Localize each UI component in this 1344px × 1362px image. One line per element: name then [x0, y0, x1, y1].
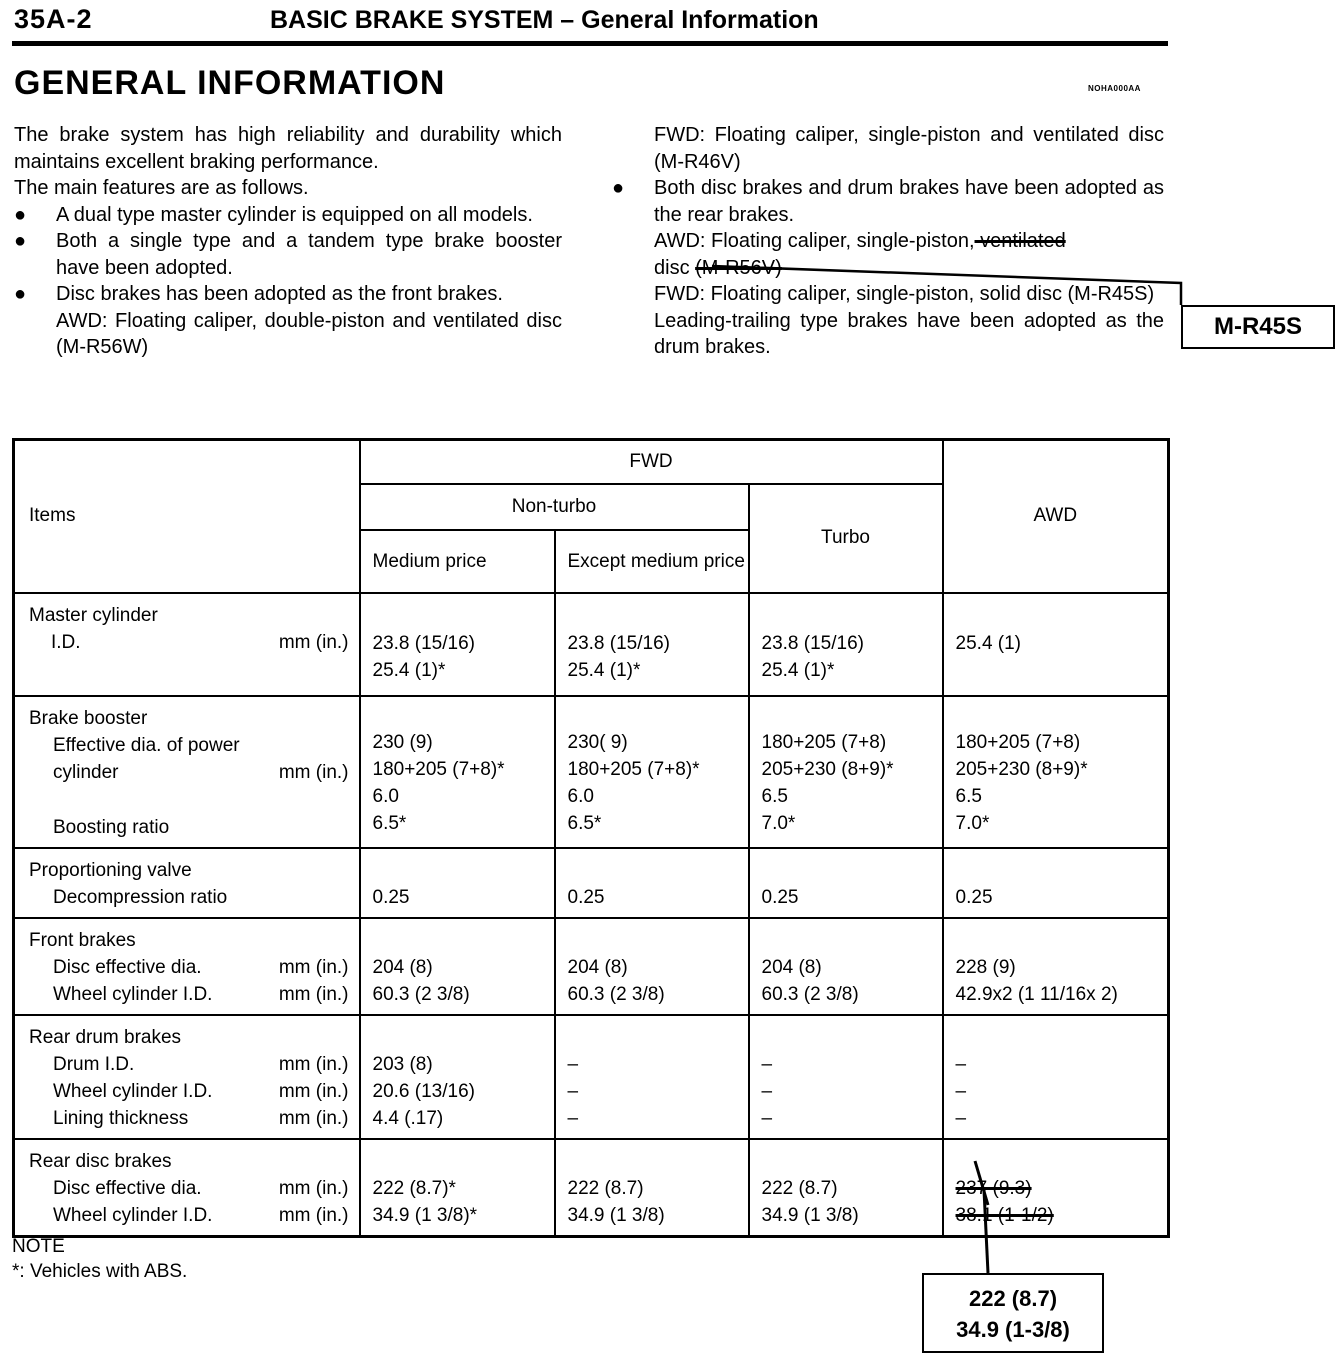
item-subrow [29, 1175, 349, 1202]
table-cell: 180+205 (7+8)* [567, 758, 700, 780]
header-title: BASIC BRAKE SYSTEM – General Information [270, 6, 819, 34]
table-row-rear-drum [14, 1015, 1169, 1139]
table-cell: 180+205 (7+8)* [372, 758, 505, 780]
table-cell: 7.0* [761, 812, 796, 834]
table-cell: 23.8 (15/16) [761, 632, 864, 654]
callout-value: 222 (8.7) [968, 1286, 1058, 1311]
unit-label: mm (in.) [278, 1053, 349, 1075]
item-sublabel: cylinder [53, 761, 119, 783]
item-sublabel: Decompression ratio [53, 886, 228, 908]
section-title: GENERAL INFORMATION [14, 64, 446, 102]
item-subrow [29, 759, 349, 786]
table-cell: 222 (8.7)* [372, 1177, 456, 1199]
item-sublabel: Lining thickness [53, 1107, 189, 1129]
intro-paragraph: The brake system has high reliability and durability which maintains excellent braking performance. [14, 124, 562, 173]
table-row-proportioning-valve [14, 848, 1169, 918]
item-label: Proportioning valve [29, 859, 192, 881]
unit-label: mm (in.) [278, 1107, 349, 1129]
table-cell: 228 (9) [955, 956, 1016, 978]
struck-text: ventilated [974, 230, 1066, 252]
item-subrow [29, 954, 349, 981]
item-sublabel: Effective dia. of power [53, 734, 240, 756]
item-subrow [29, 629, 349, 656]
table-cell: 0.25 [567, 886, 605, 908]
item-label: Master cylinder [29, 604, 158, 626]
feature-text: A dual type master cylinder is equipped on all models. [56, 203, 533, 226]
table-cell: – [955, 1107, 967, 1129]
table-cell: 6.0 [567, 785, 594, 807]
table-cell: 7.0* [955, 812, 990, 834]
unit-label: mm (in.) [278, 631, 349, 653]
unit-label: mm (in.) [278, 1080, 349, 1102]
leader-line-rear-type [712, 266, 1181, 305]
page-number: 35A-2 [14, 4, 93, 34]
bullet-icon: ● [612, 177, 625, 199]
unit-label: mm (in.) [278, 1204, 349, 1226]
table-cell: 230( 9) [567, 731, 628, 753]
table-cell: – [761, 1080, 773, 1102]
table-cell: 23.8 (15/16) [372, 632, 475, 654]
bullet-icon: ● [14, 283, 27, 305]
item-sublabel: Drum I.D. [53, 1053, 135, 1075]
item-sublabel: Wheel cylinder I.D. [53, 983, 213, 1005]
table-cell: 6.5* [372, 812, 407, 834]
header-medium-price: Medium price [360, 530, 555, 593]
table-row-front-brakes [14, 918, 1169, 1015]
header-fwd: FWD [360, 440, 943, 484]
item-sublabel: Wheel cylinder I.D. [53, 1080, 213, 1102]
table-cell: 204 (8) [761, 956, 822, 978]
table-row-rear-disc [14, 1139, 1169, 1237]
item-sublabel: Disc effective dia. [53, 1177, 202, 1199]
table-cell: 6.5 [761, 785, 788, 807]
table-cell: 0.25 [372, 886, 410, 908]
spec-table [12, 438, 1170, 1238]
item-label: Rear disc brakes [29, 1150, 172, 1172]
callout-rear-type: M-R45S [1181, 305, 1335, 349]
item-sublabel: Wheel cylinder I.D. [53, 1204, 213, 1226]
item-subrow [29, 981, 349, 1008]
table-cell: 0.25 [955, 886, 993, 908]
table-cell: 34.9 (1 3/8) [761, 1204, 859, 1226]
unit-label: mm (in.) [278, 956, 349, 978]
table-cell: 0.25 [761, 886, 799, 908]
table-row-brake-booster [14, 696, 1169, 848]
bullet-icon: ● [14, 230, 27, 252]
table-cell: 25.4 (1) [955, 632, 1022, 654]
table-cell: 222 (8.7) [761, 1177, 838, 1199]
header-turbo: Turbo [749, 484, 943, 593]
header-non-turbo: Non-turbo [360, 484, 749, 530]
table-cell: 6.0 [372, 785, 399, 807]
table-cell: 180+205 (7+8) [955, 731, 1081, 753]
table-cell: 60.3 (2 3/8) [372, 983, 470, 1005]
item-subrow [29, 1078, 349, 1105]
table-cell: 6.5 [955, 785, 982, 807]
item-subrow [29, 1202, 349, 1229]
table-cell: – [567, 1107, 579, 1129]
front-fwd-spec: FWD: Floating caliper, single-piston and ventilated disc (M-R46V) [654, 124, 1164, 173]
section-code: NOHA000AA [1088, 84, 1141, 93]
table-cell: 204 (8) [372, 956, 433, 978]
note-title: NOTE [12, 1236, 65, 1257]
table-cell: 25.4 (1)* [372, 659, 446, 681]
unit-label: mm (in.) [278, 761, 349, 783]
table-cell: 205+230 (8+9)* [955, 758, 1088, 780]
feature-text: Both a single type and a tandem type brake booster have been adopted. [56, 230, 562, 279]
feature-text: Disc brakes has been adopted as the front brakes. [56, 283, 503, 305]
table-cell: 25.4 (1)* [567, 659, 641, 681]
feature-text: Both disc brakes and drum brakes have been adopted as the rear brakes. [654, 177, 1164, 226]
table-cell: – [567, 1053, 579, 1075]
table-cell: 60.3 (2 3/8) [567, 983, 665, 1005]
table-cell: 6.5* [567, 812, 602, 834]
intro-features-lead: The main features are as follows. [14, 177, 309, 199]
table-cell: 60.3 (2 3/8) [761, 983, 859, 1005]
unit-label: mm (in.) [278, 1177, 349, 1199]
rear-awd-text: disc [654, 256, 696, 279]
table-cell: – [955, 1053, 967, 1075]
table-cell: 230 (9) [372, 731, 433, 753]
table-cell: 204 (8) [567, 956, 628, 978]
drum-brake-spec: Leading-trailing type brakes have been adopted as the drum brakes. [654, 309, 1164, 358]
rear-awd-text: AWD: Floating caliper, single-piston, [654, 230, 975, 252]
struck-text: (M-R56V) [695, 256, 782, 279]
struck-table-cell: 237 (9.3) [955, 1177, 1032, 1199]
item-sublabel: Boosting ratio [53, 816, 170, 838]
table-cell: – [761, 1107, 773, 1129]
item-label: Rear drum brakes [29, 1026, 182, 1048]
table-cell: 42.9x2 (1 11/16x 2) [955, 983, 1118, 1005]
struck-table-cell: 38.1 (1-1/2) [955, 1204, 1054, 1226]
table-cell: 222 (8.7) [567, 1177, 644, 1199]
table-cell: 23.8 (15/16) [567, 632, 670, 654]
item-sublabel: I.D. [51, 631, 81, 653]
header-except-medium: Except medium price [555, 530, 749, 593]
callout-value: 34.9 (1-3/8) [956, 1317, 1070, 1342]
item-label: Front brakes [29, 929, 136, 951]
table-cell: – [761, 1053, 773, 1075]
header-items: Items [14, 440, 360, 593]
table-cell: 203 (8) [372, 1053, 433, 1075]
item-label: Brake booster [29, 707, 148, 729]
item-sublabel: Disc effective dia. [53, 956, 202, 978]
item-subrow [29, 1051, 349, 1078]
table-cell: 205+230 (8+9)* [761, 758, 894, 780]
note-text: *: Vehicles with ABS. [12, 1261, 188, 1282]
table-cell: – [567, 1080, 579, 1102]
rear-fwd-spec: FWD: Floating caliper, single-piston, solid disc (M-R45S) [654, 283, 1155, 305]
table-cell: 4.4 (.17) [372, 1107, 444, 1129]
table-cell: 34.9 (1 3/8) [567, 1204, 665, 1226]
table-cell: 20.6 (13/16) [372, 1080, 475, 1102]
table-cell: 180+205 (7+8) [761, 731, 887, 753]
item-subrow [29, 1105, 349, 1132]
table-cell: 34.9 (1 3/8)* [372, 1204, 478, 1226]
table-cell: 25.4 (1)* [761, 659, 835, 681]
header-awd: AWD [943, 440, 1169, 593]
unit-label: mm (in.) [278, 983, 349, 1005]
table-cell: – [955, 1080, 967, 1102]
table-row-master-cylinder [14, 593, 1169, 696]
front-awd-spec: AWD: Floating caliper, double-piston and ventilated disc (M-R56W) [56, 309, 562, 358]
bullet-icon: ● [14, 203, 27, 226]
